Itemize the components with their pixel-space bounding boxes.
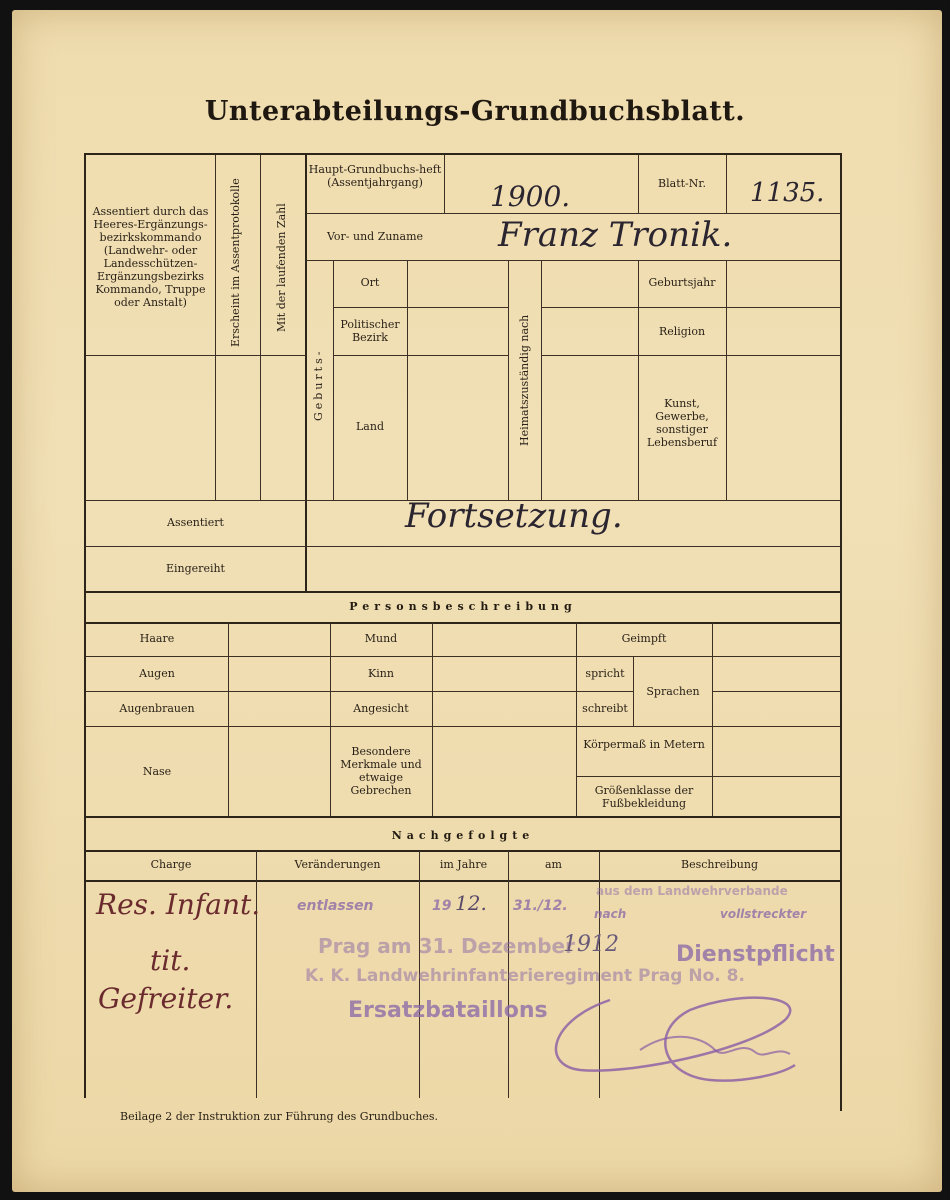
rule xyxy=(306,213,840,214)
col-am: am xyxy=(545,858,562,871)
stamp-prag-datum: Prag am 31. Dezember xyxy=(318,934,575,958)
stamp-datum: 31./12. xyxy=(513,898,568,914)
label-erscheint: Erscheint im Assentprotokolle xyxy=(229,178,242,347)
rule xyxy=(638,260,639,500)
footer-note: Beilage 2 der Instruktion zur Führung des Grundbuches. xyxy=(120,1110,439,1123)
value-name: Franz Tronik. xyxy=(498,215,733,255)
stamp-ersatzbataillon: Ersatzbataillons xyxy=(348,998,548,1023)
rule xyxy=(508,260,509,500)
label-angesicht: Angesicht xyxy=(353,702,409,715)
frame-right xyxy=(840,153,842,1111)
label-haare: Haare xyxy=(139,632,175,645)
rule xyxy=(330,623,331,816)
charge-line-3: Gefreiter. xyxy=(98,982,234,1015)
label-kinn: Kinn xyxy=(368,667,394,680)
rule xyxy=(86,850,840,852)
section-personsbeschreibung: Personsbeschreibung xyxy=(349,600,577,613)
rule xyxy=(576,776,840,777)
stamp-vollstreckte: vollstreckter xyxy=(720,907,807,921)
rule xyxy=(541,307,840,308)
frame-left xyxy=(84,153,86,1098)
rule xyxy=(86,691,576,692)
value-blatt-nr: 1135. xyxy=(750,178,825,208)
charge-line-1: Res. Infant. xyxy=(96,888,261,921)
rule xyxy=(86,355,306,356)
stamp-nach: nach xyxy=(594,907,627,921)
rule xyxy=(726,155,727,213)
rule xyxy=(215,155,216,500)
stamp-besch-line-1: aus dem Landwehrverbande xyxy=(596,884,788,898)
rule xyxy=(407,260,408,500)
label-besondere-merkmale: Besondere Merkmale und etwaige Gebrechen xyxy=(340,745,422,797)
rule xyxy=(541,355,840,356)
label-vor-und-zuname: Vor- und Zuname xyxy=(326,230,424,243)
signature-mark xyxy=(540,980,820,1100)
rule xyxy=(228,623,229,816)
value-stamp-jahr: 1912 xyxy=(563,932,619,957)
rule xyxy=(333,260,334,500)
label-mund: Mund xyxy=(364,632,398,645)
rule xyxy=(726,260,727,500)
rule xyxy=(86,546,840,547)
rule xyxy=(86,622,840,624)
value-jahr: 12. xyxy=(455,891,487,915)
label-assentiert: Assentiert xyxy=(167,516,224,529)
rule xyxy=(444,155,445,213)
rule xyxy=(541,260,542,500)
stamp-regiment: K. K. Landwehrinfanterieregiment Prag No. 8. xyxy=(305,966,745,986)
rule xyxy=(86,591,840,593)
label-ort: Ort xyxy=(360,276,380,289)
label-geburts: Geburts- xyxy=(312,348,325,422)
stamp-entlassen: entlassen xyxy=(297,898,374,914)
label-laufende-zahl: Mit der laufenden Zahl xyxy=(275,203,288,332)
label-land: Land xyxy=(356,420,384,433)
rule xyxy=(576,691,633,692)
label-koerpermass: Körpermaß in Metern xyxy=(583,738,705,751)
label-kunst-gewerbe: Kunst, Gewerbe, sonstiger Lebensberuf xyxy=(646,397,718,449)
rule xyxy=(333,355,508,356)
label-spricht: spricht xyxy=(585,667,625,680)
rule xyxy=(712,691,840,692)
rule xyxy=(306,260,840,261)
label-geimpft: Geimpft xyxy=(621,632,667,645)
rule xyxy=(712,623,713,816)
rule xyxy=(305,155,307,592)
rule xyxy=(86,726,840,727)
label-sprachen: Sprachen xyxy=(646,685,700,698)
form-title: Unterabteilungs-Grundbuchsblatt. xyxy=(204,96,746,127)
label-eingereiht: Eingereiht xyxy=(166,562,225,575)
label-hauptgrundbuchsheft: Haupt-Grundbuchs-heft (Assentjahrgang) xyxy=(308,163,442,189)
stamp-jahr-prefix: 19 xyxy=(432,898,452,914)
label-schreibt: schreibt xyxy=(582,702,628,715)
charge-line-2: tit. xyxy=(150,944,191,977)
section-nachgefolgte: Nachgefolgte xyxy=(391,829,535,842)
label-augen: Augen xyxy=(139,667,175,680)
label-religion: Religion xyxy=(658,325,706,338)
label-assentiert-durch: Assentiert durch das Heeres-Ergänzungs-bezirkskommando (Landwehr- oder Landesschützen-Ergänzungsbezirks Kommando, Truppe oder Anstalt) xyxy=(92,205,209,309)
label-geburtsjahr: Geburtsjahr xyxy=(648,276,716,289)
rule xyxy=(260,155,261,500)
rule xyxy=(333,307,508,308)
col-veraenderungen: Veränderungen xyxy=(294,858,381,871)
rule xyxy=(638,155,639,213)
rule xyxy=(432,623,433,816)
col-im-jahre: im Jahre xyxy=(439,858,488,871)
rule xyxy=(86,656,840,657)
rule xyxy=(576,623,577,816)
label-blatt-nr: Blatt-Nr. xyxy=(658,177,706,190)
rule xyxy=(86,816,840,818)
label-politischer-bezirk: Politischer Bezirk xyxy=(340,318,400,344)
label-nase: Nase xyxy=(142,765,172,778)
rule xyxy=(86,880,840,882)
col-charge: Charge xyxy=(150,858,192,871)
rule xyxy=(633,657,634,726)
label-groessenklasse: Größenklasse der Fußbekleidung xyxy=(594,784,694,810)
stamp-dienstpflicht: Dienstpflicht xyxy=(676,942,835,967)
label-heimatszustaendig: Heimatszuständig nach xyxy=(518,314,531,446)
value-fortsetzung: Fortsetzung. xyxy=(405,496,623,536)
frame-top xyxy=(84,153,842,155)
value-assentjahrgang: 1900. xyxy=(490,180,571,213)
col-beschreibung: Beschreibung xyxy=(680,858,759,871)
label-augenbrauen: Augenbrauen xyxy=(119,702,195,715)
